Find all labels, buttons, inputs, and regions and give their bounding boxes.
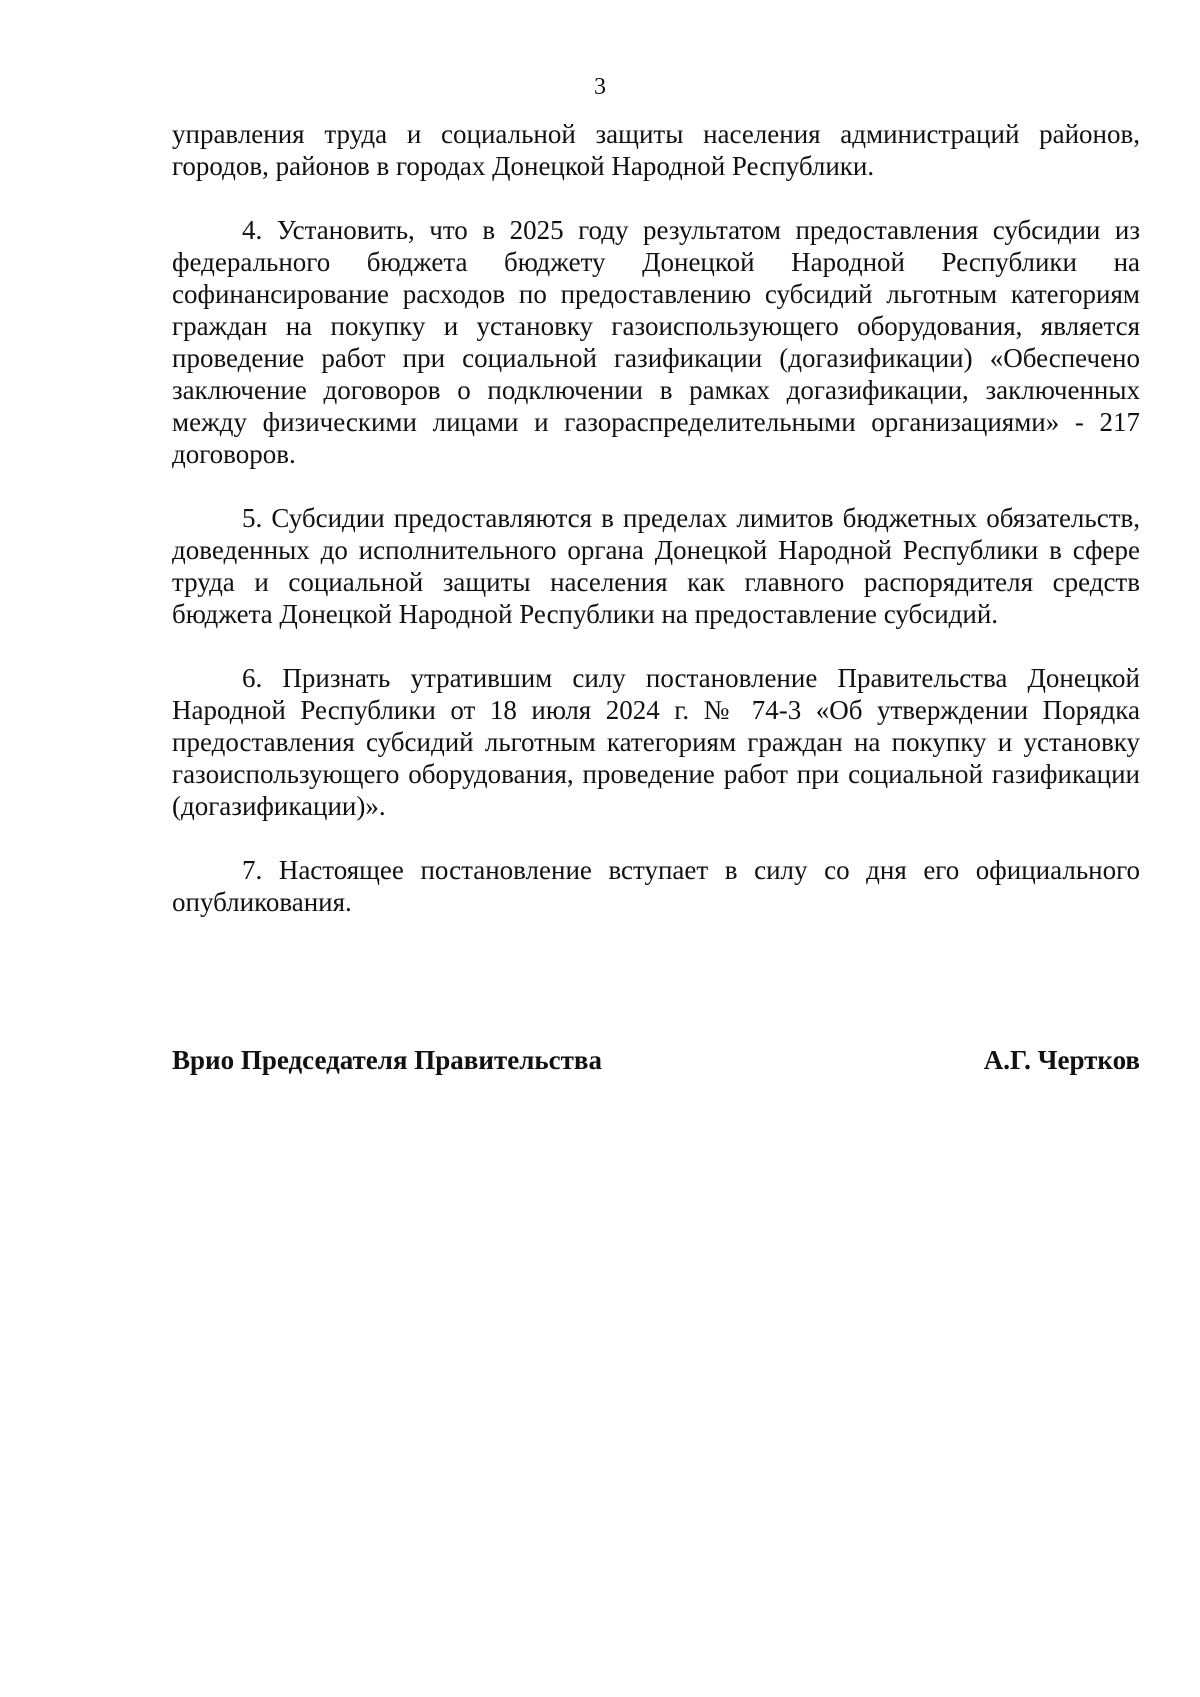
- page-number: 3: [594, 74, 606, 100]
- paragraph-gap: [172, 182, 1140, 214]
- paragraph-gap: [172, 822, 1140, 854]
- signature-block: [172, 1044, 1140, 1076]
- signatory-name: А.Г. Чертков: [983, 1045, 1140, 1075]
- paragraph-item-4: 4. Установить, что в 2025 году результатом предоставления субсидии из федерального бюджета бюджету Донецкой Народной Республики на софинансирование расходов по предоставлению субсидий льготным категориям граждан на покупку и установку газоиспользующего оборудования, является проведение работ при социальной газификации (догазификации) «Обеспечено заключение договоров о подключении в рамках догазификации, заключенных между физическими лицами и газораспределительными организациями» - 217 договоров.: [172, 215, 1140, 469]
- paragraph-item-6: 6. Признать утратившим силу постановление Правительства Донецкой Народной Республики от 18 июля 2024 г. № 74-3 «Об утверждении Порядка предоставления субсидий льготным категориям граждан на покупку и установку газоиспользующего оборудования, проведение работ при социальной газификации (догазификации)».: [172, 663, 1140, 821]
- document-body: [172, 118, 1140, 918]
- paragraph-item-5: 5. Субсидии предоставляются в пределах лимитов бюджетных обязательств, доведенных до исполнительного органа Донецкой Народной Республики в сфере труда и социальной защиты населения как главного распорядителя средств бюджета Донецкой Народной Республики на предоставление субсидий.: [172, 503, 1140, 629]
- paragraph-gap: [172, 470, 1140, 502]
- signatory-position: Врио Председателя Правительства: [172, 1045, 602, 1075]
- paragraph-gap: [172, 630, 1140, 662]
- paragraph-continuation: управления труда и социальной защиты населения администраций районов, городов, районов в городах Донецкой Народной Республики.: [172, 119, 1140, 181]
- paragraph-item-7: 7. Настоящее постановление вступает в силу со дня его официального опубликования.: [172, 855, 1140, 917]
